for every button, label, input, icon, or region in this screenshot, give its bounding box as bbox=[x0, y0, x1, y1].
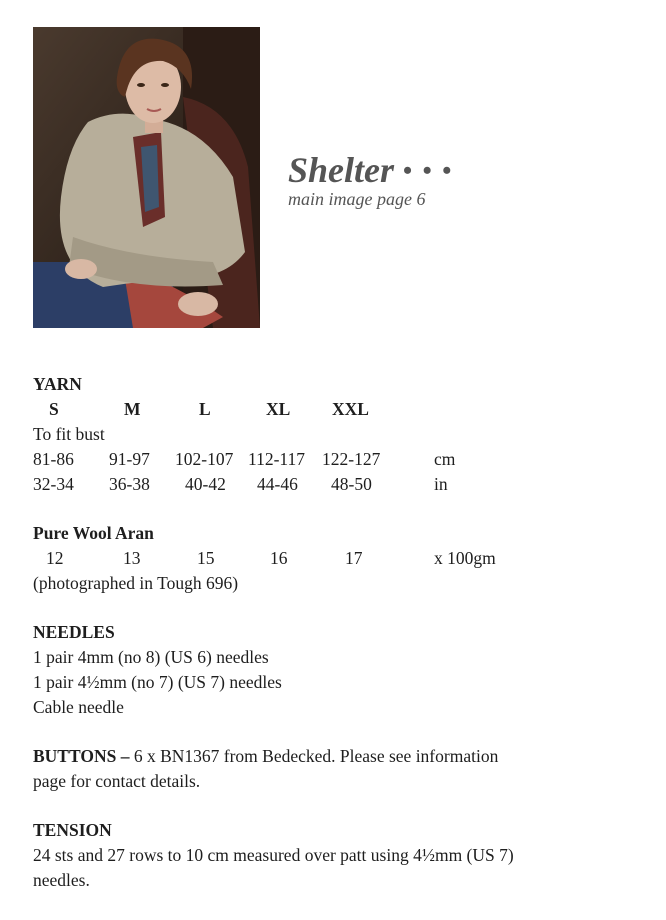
needles-heading: NEEDLES bbox=[33, 622, 115, 642]
size-s: S bbox=[49, 399, 59, 419]
pattern-photo bbox=[33, 27, 260, 328]
needles-line-2: 1 pair 4½mm (no 7) (US 7) needles bbox=[33, 672, 282, 692]
ball-unit: x 100gm bbox=[434, 548, 496, 568]
size-m: M bbox=[124, 399, 141, 419]
yarn-heading: YARN bbox=[33, 374, 82, 394]
bust-cm-xxl: 122-127 bbox=[322, 449, 381, 469]
balls-xxl: 17 bbox=[345, 548, 363, 568]
tension-line-1: 24 sts and 27 rows to 10 cm measured over patt using 4½mm (US 7) bbox=[33, 845, 514, 865]
balls-m: 13 bbox=[123, 548, 141, 568]
unit-cm: cm bbox=[434, 449, 456, 469]
needles-line-1: 1 pair 4mm (no 8) (US 6) needles bbox=[33, 647, 269, 667]
size-xxl: XXL bbox=[332, 399, 369, 419]
tension-heading: TENSION bbox=[33, 820, 112, 840]
fit-label: To fit bust bbox=[33, 424, 105, 444]
pattern-title: Shelter • • • bbox=[288, 150, 454, 190]
pattern-subtitle: main image page 6 bbox=[288, 189, 426, 209]
balls-s: 12 bbox=[46, 548, 64, 568]
title-block bbox=[288, 150, 453, 210]
size-xl: XL bbox=[266, 399, 291, 419]
yarn-name: Pure Wool Aran bbox=[33, 523, 154, 543]
buttons-line-1 bbox=[33, 744, 498, 769]
bust-cm-l: 102-107 bbox=[175, 449, 234, 469]
difficulty-dots: • • • bbox=[403, 156, 454, 185]
bust-in-m: 36-38 bbox=[109, 474, 150, 494]
bust-in-xl: 44-46 bbox=[257, 474, 298, 494]
buttons-text: 6 x BN1367 from Bedecked. Please see information bbox=[129, 746, 499, 766]
bust-in-s: 32-34 bbox=[33, 474, 74, 494]
bust-cm-m: 91-97 bbox=[109, 449, 150, 469]
balls-xl: 16 bbox=[270, 548, 288, 568]
bust-in-l: 40-42 bbox=[185, 474, 226, 494]
bust-in-xxl: 48-50 bbox=[331, 474, 372, 494]
buttons-heading: BUTTONS – bbox=[33, 746, 130, 766]
buttons-line-2: page for contact details. bbox=[33, 771, 201, 791]
bust-cm-s: 81-86 bbox=[33, 449, 74, 469]
needles-line-3: Cable needle bbox=[33, 697, 124, 717]
photographed-note: (photographed in Tough 696) bbox=[33, 573, 239, 593]
unit-in: in bbox=[434, 474, 448, 494]
tension-line-2: needles. bbox=[33, 870, 90, 890]
balls-l: 15 bbox=[197, 548, 215, 568]
size-l: L bbox=[199, 399, 211, 419]
bust-cm-xl: 112-117 bbox=[248, 449, 306, 469]
